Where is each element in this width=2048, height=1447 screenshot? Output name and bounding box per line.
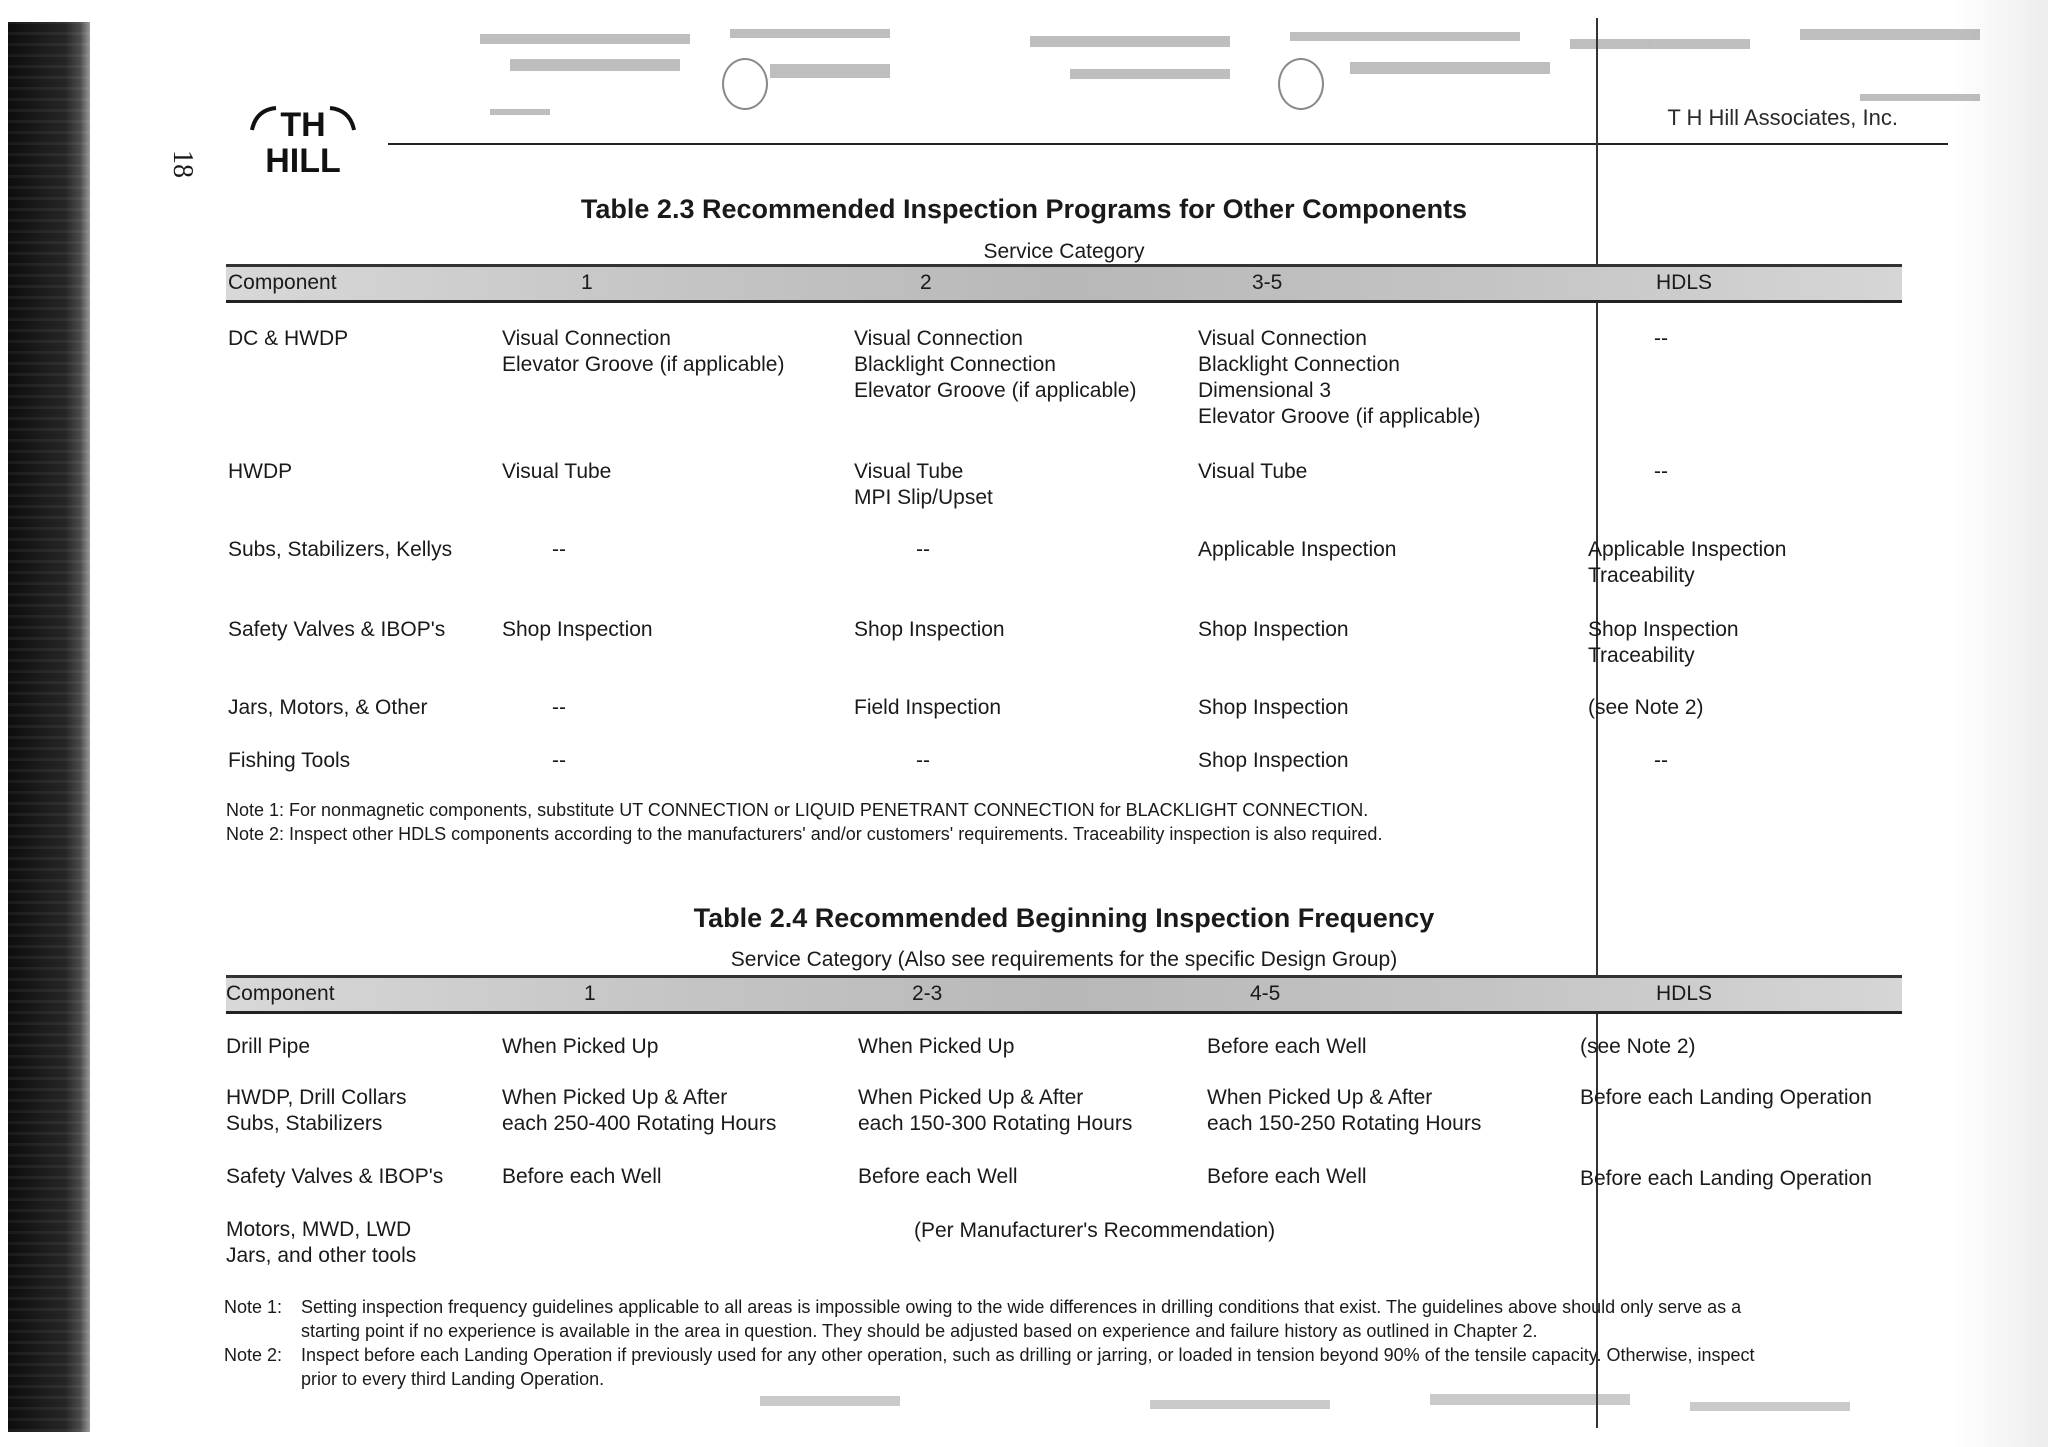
t24-r1-c3: When Picked Up & After each 150-250 Rotating Hours bbox=[1207, 1086, 1482, 1135]
t23-r2-c2: -- bbox=[916, 538, 930, 561]
t23-r5-c2: -- bbox=[916, 749, 930, 772]
punch-hole-right bbox=[1278, 58, 1324, 110]
t23-r0-c1: Visual Connection Elevator Groove (if applicable) bbox=[502, 327, 785, 376]
t23-r2-c3: Applicable Inspection bbox=[1198, 538, 1397, 561]
header-hdls: HDLS bbox=[1656, 271, 1713, 294]
scan-fold-line bbox=[1596, 18, 1598, 1428]
table-2-4-header bbox=[226, 975, 1902, 1014]
table-2-3-caption: Service Category bbox=[983, 240, 1145, 263]
table-2-4-title: Table 2.4 Recommended Beginning Inspection Frequency bbox=[693, 903, 1435, 933]
t23-r1-component: HWDP bbox=[228, 460, 293, 483]
header-category-4-5: 4-5 bbox=[1250, 982, 1281, 1005]
t23-r0-component: DC & HWDP bbox=[228, 327, 349, 350]
t24-r2-c4: Before each Landing Operation bbox=[1580, 1167, 1872, 1190]
page-number: 18 bbox=[167, 150, 198, 178]
t23-r1-c4: -- bbox=[1654, 460, 1668, 483]
t24-r2-c3: Before each Well bbox=[1207, 1165, 1367, 1188]
t24-r0-component: Drill Pipe bbox=[226, 1035, 311, 1058]
company-name: T H Hill Associates, Inc. bbox=[1667, 105, 1898, 130]
t24-r1-component: HWDP, Drill Collars Subs, Stabilizers bbox=[226, 1086, 407, 1135]
t23-r1-c3: Visual Tube bbox=[1198, 460, 1308, 483]
header-component: Component bbox=[228, 271, 337, 294]
punch-hole-left bbox=[722, 58, 768, 110]
t23-r5-c1: -- bbox=[552, 749, 566, 772]
t23-r4-c2: Field Inspection bbox=[854, 696, 1002, 719]
t24-note-2-label: Note 2: bbox=[224, 1345, 283, 1365]
t23-r0-c3: Visual Connection Blacklight Connection Dimensional 3 Elevator Groove (if applicable) bbox=[1198, 327, 1481, 428]
header-category-1: 1 bbox=[584, 982, 596, 1005]
t24-r1-c2: When Picked Up & After each 150-300 Rotating Hours bbox=[858, 1086, 1133, 1135]
header-component: Component bbox=[226, 982, 335, 1005]
t23-note-2: Note 2: Inspect other HDLS components according to the manufacturers' and/or customers' requirements. Traceability inspection is also required. bbox=[226, 824, 1383, 844]
t24-r0-c1: When Picked Up bbox=[502, 1035, 659, 1058]
table-2-4-caption: Service Category (Also see requirements for the specific Design Group) bbox=[730, 948, 1398, 971]
t23-r0-c4: -- bbox=[1654, 327, 1668, 350]
t23-r5-c4: -- bbox=[1654, 749, 1668, 772]
t24-note-2-text: Inspect before each Landing Operation if previously used for any other operation, such as drilling or jarring, or loaded in tension beyond 90% of the tensile capacity. Otherwise, inspect prior to every third Landing Operation. bbox=[301, 1345, 1755, 1389]
t24-r0-c3: Before each Well bbox=[1207, 1035, 1367, 1058]
svg-text:TH: TH bbox=[280, 106, 326, 144]
header-category-3-5: 3-5 bbox=[1252, 271, 1283, 294]
t24-r2-c2: Before each Well bbox=[858, 1165, 1018, 1188]
header-hdls: HDLS bbox=[1656, 982, 1713, 1005]
t23-r0-c2: Visual Connection Blacklight Connection Elevator Groove (if applicable) bbox=[854, 327, 1137, 402]
t23-note-1: Note 1: For nonmagnetic components, substitute UT CONNECTION or LIQUID PENETRANT CONNECTION for BLACKLIGHT CONNECTION. bbox=[226, 800, 1369, 820]
t24-r3-component: Motors, MWD, LWD Jars, and other tools bbox=[226, 1218, 417, 1267]
t23-r2-c1: -- bbox=[552, 538, 566, 561]
t23-r1-c1: Visual Tube bbox=[502, 460, 612, 483]
header-rule bbox=[388, 143, 1948, 145]
t23-r4-component: Jars, Motors, & Other bbox=[228, 696, 428, 719]
t23-r3-c1: Shop Inspection bbox=[502, 618, 653, 641]
t24-r1-c4: Before each Landing Operation bbox=[1580, 1086, 1872, 1109]
t23-r5-component: Fishing Tools bbox=[228, 749, 351, 772]
t23-r4-c1: -- bbox=[552, 696, 566, 719]
t24-r3-span: (Per Manufacturer's Recommendation) bbox=[914, 1219, 1276, 1242]
t23-r1-c2: Visual Tube MPI Slip/Upset bbox=[854, 460, 993, 509]
t23-r2-component: Subs, Stabilizers, Kellys bbox=[228, 538, 453, 561]
t23-r3-c3: Shop Inspection bbox=[1198, 618, 1349, 641]
svg-text:HILL: HILL bbox=[265, 142, 341, 180]
t24-note-1-label: Note 1: bbox=[224, 1297, 283, 1317]
t24-r1-c1: When Picked Up & After each 250-400 Rotating Hours bbox=[502, 1086, 777, 1135]
t23-r3-c4: Shop Inspection Traceability bbox=[1588, 618, 1739, 667]
t24-r0-c4: (see Note 2) bbox=[1580, 1035, 1696, 1058]
t23-r3-component: Safety Valves & IBOP's bbox=[228, 618, 446, 641]
t24-r2-c1: Before each Well bbox=[502, 1165, 662, 1188]
t24-r0-c2: When Picked Up bbox=[858, 1035, 1015, 1058]
header-category-2: 2 bbox=[920, 271, 932, 294]
t24-r2-component: Safety Valves & IBOP's bbox=[226, 1165, 444, 1188]
th-hill-logo bbox=[238, 100, 368, 180]
header-category-2-3: 2-3 bbox=[912, 982, 943, 1005]
scan-binding-edge bbox=[8, 22, 90, 1432]
t24-note-1-text: Setting inspection frequency guidelines applicable to all areas is impossible owing to the wide differences in drilling conditions that exist. The guidelines above should only serve as a starting point if no experience is available in the area in question. They should be adjusted based on experience and failure history as outlined in Chapter 2. bbox=[301, 1297, 1742, 1341]
table-2-3-title: Table 2.3 Recommended Inspection Programs for Other Components bbox=[580, 194, 1468, 224]
t23-r5-c3: Shop Inspection bbox=[1198, 749, 1349, 772]
t23-r3-c2: Shop Inspection bbox=[854, 618, 1005, 641]
t23-r2-c4: Applicable Inspection Traceability bbox=[1588, 538, 1787, 587]
t23-r4-c3: Shop Inspection bbox=[1198, 696, 1349, 719]
table-2-3-header bbox=[226, 264, 1902, 303]
header-category-1: 1 bbox=[581, 271, 593, 294]
t23-r4-c4: (see Note 2) bbox=[1588, 696, 1704, 719]
